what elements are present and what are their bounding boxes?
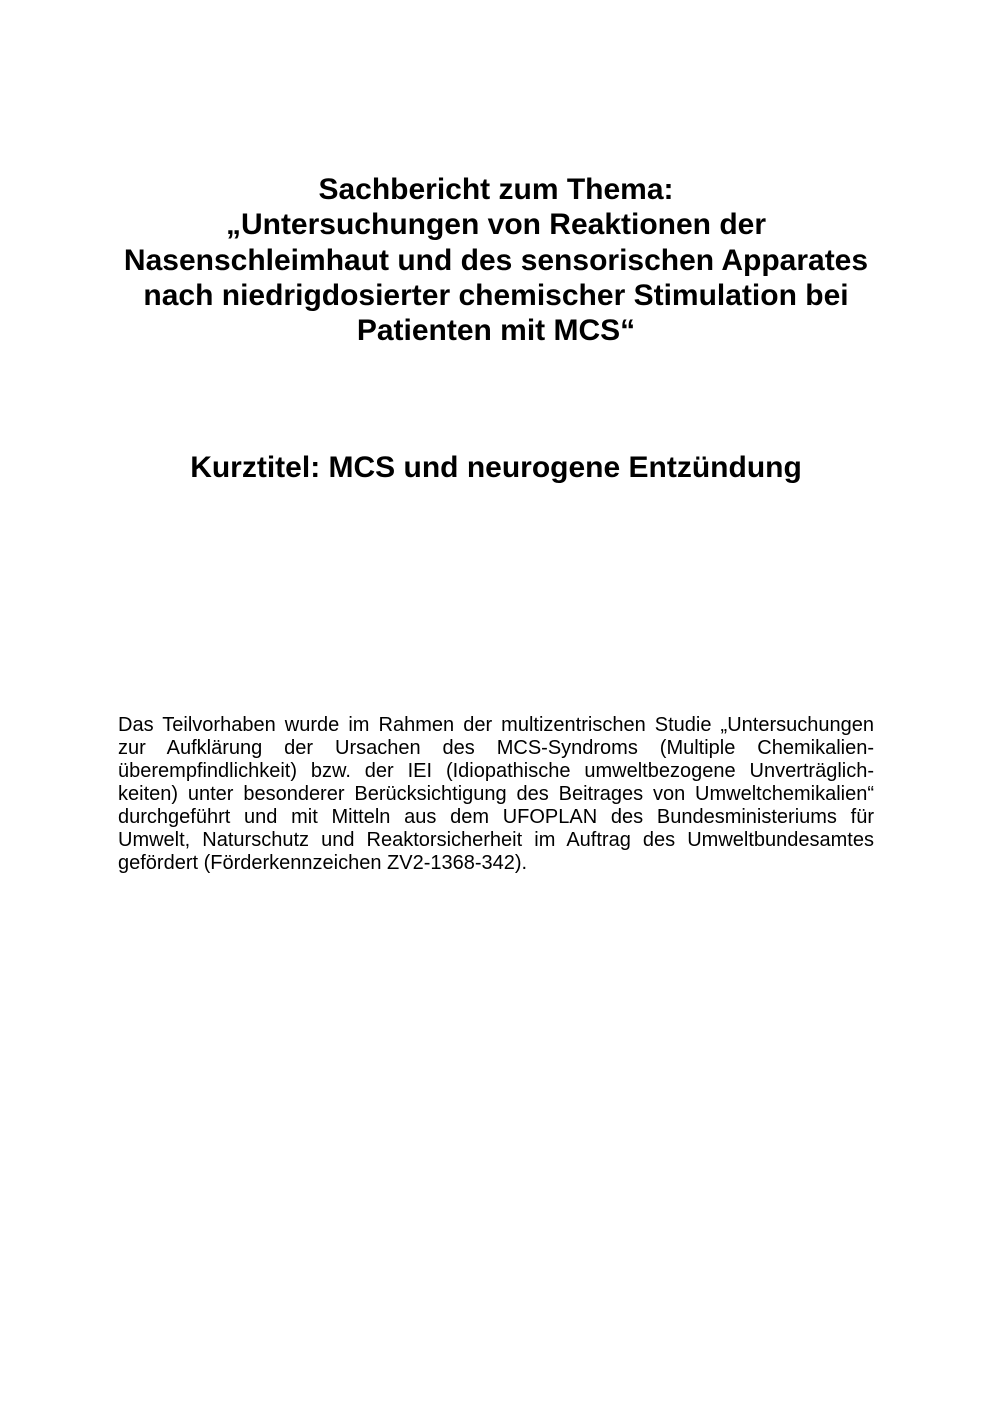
body-line: gefördert (Förderkennzeichen ZV2-1368-342). <box>118 852 528 874</box>
body-line: keiten) unter besonderer Berücksichtigung des Beitrages von Umweltchemikalien“ <box>118 783 874 805</box>
body-line: zur Aufklärung der Ursachen des MCS-Syndroms (Multiple Chemikalien- <box>118 737 874 759</box>
title-line: nach niedrigdosierter chemischer Stimulation bei <box>143 278 849 312</box>
short-title: Kurztitel: MCS und neurogene Entzündung <box>190 451 802 484</box>
title-line: Patienten mit MCS“ <box>356 314 636 348</box>
title-line: „Untersuchungen von Reaktionen der <box>225 208 767 242</box>
body-paragraph <box>118 714 874 875</box>
title-line: Nasenschleimhaut und des sensorischen Apparates <box>123 243 869 277</box>
body-line: überempfindlichkeit) bzw. der IEI (Idiopathische umweltbezogene Unverträglich- <box>118 760 874 782</box>
body-line: durchgeführt und mit Mitteln aus dem UFOPLAN des Bundesministeriums für <box>118 806 874 828</box>
report-title <box>0 172 992 348</box>
body-line: Umwelt, Naturschutz und Reaktorsicherheit im Auftrag des Umweltbundesamtes <box>118 829 874 851</box>
body-line: Das Teilvorhaben wurde im Rahmen der multizentrischen Studie „Untersuchungen <box>118 714 874 736</box>
title-line: Sachbericht zum Thema: <box>318 173 674 206</box>
